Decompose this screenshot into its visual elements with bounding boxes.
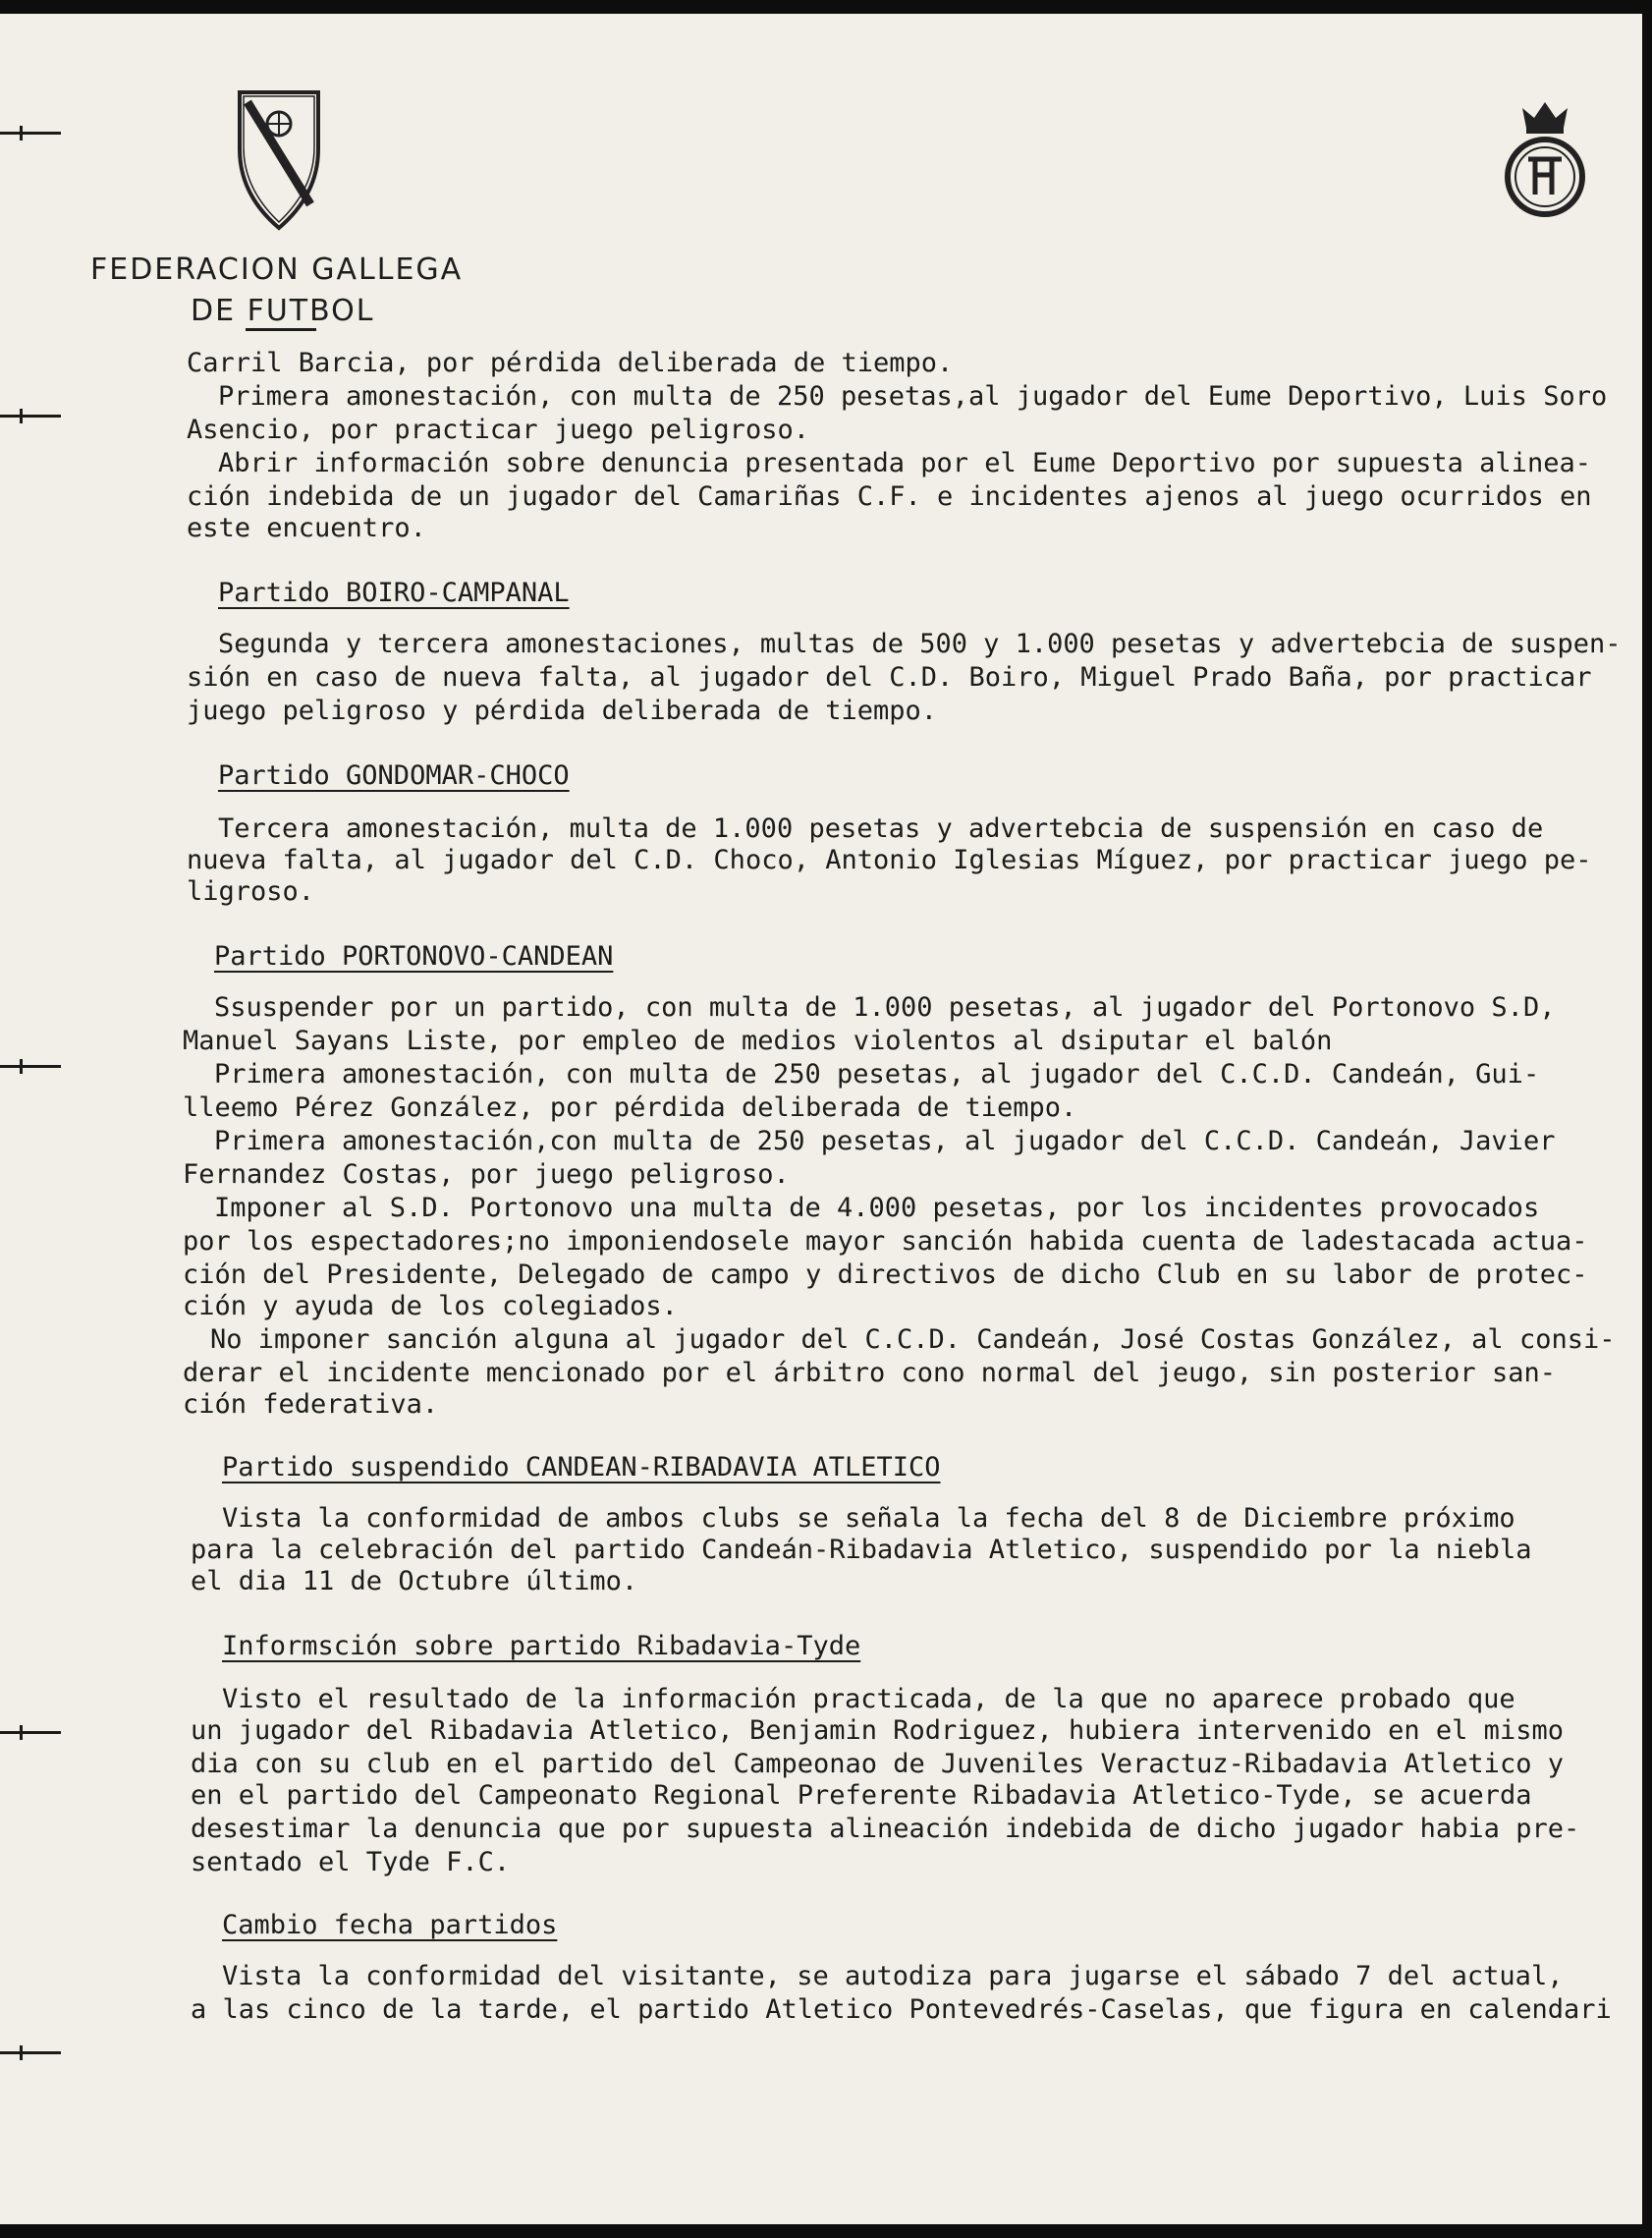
text-line: No imponer sanción alguna al jugador del C.C.D. Candeán, José Costas González, al consi-	[210, 1324, 1616, 1355]
text-line: derar el incidente mencionado por el árbitro cono normal del jeugo, sin posterior san-	[183, 1358, 1556, 1388]
text-line: ción y ayuda de los colegiados.	[183, 1291, 678, 1321]
text-line: ción del Presidente, Delegado de campo y directivos de dicho Club en su labor de protec-	[183, 1259, 1588, 1290]
text-line: Fernandez Costas, por juego peligroso.	[183, 1159, 790, 1190]
section-heading: Informsción sobre partido Ribadavia-Tyde	[222, 1631, 861, 1661]
text-line: Vista la conformidad de ambos clubs se señala la fecha del 8 de Diciembre próximo	[222, 1503, 1515, 1534]
section-heading: Partido PORTONOVO-CANDEAN	[214, 941, 614, 972]
text-line: sentado el Tyde F.C.	[191, 1847, 511, 1877]
document-body	[0, 14, 1642, 2224]
text-line: Primera amonestación, con multa de 250 pesetas,al jugador del Eume Deportivo, Luis Soro	[218, 381, 1608, 412]
text-line: Asencio, por practicar juego peligroso.	[187, 415, 809, 445]
text-line: el dia 11 de Octubre último.	[191, 1566, 638, 1596]
section-heading: Partido suspendido CANDEAN-RIBADAVIA ATLETICO	[222, 1452, 941, 1483]
text-line: Carril Barcia, por pérdida deliberada de tiempo.	[187, 348, 954, 378]
text-line: Primera amonestación, con multa de 250 pesetas, al jugador del C.C.D. Candeán, Gui-	[214, 1059, 1540, 1090]
text-line: ción indebida de un jugador del Camariñas C.F. e incidentes ajenos al juego ocurridos en	[187, 481, 1592, 512]
text-line: juego peligroso y pérdida deliberada de tiempo.	[187, 696, 938, 726]
federation-name-line2: DE FUTBOL	[191, 294, 375, 328]
text-line: Ssuspender por un partido, con multa de 1.000 pesetas, al jugador del Portonovo S.D,	[214, 992, 1556, 1023]
text-line: ligroso.	[187, 876, 315, 907]
text-line: Visto el resultado de la información practicada, de la que no aparece probado que	[222, 1684, 1515, 1714]
text-line: Abrir información sobre denuncia presentada por el Eume Deportivo por supuesta alinea-	[218, 448, 1591, 478]
text-line: Manuel Sayans Liste, por empleo de medios violentos al dsiputar el balón	[183, 1026, 1333, 1056]
text-line: sión en caso de nueva falta, al jugador del C.D. Boiro, Miguel Prado Baña, por practicar	[187, 662, 1592, 693]
section-heading: Partido BOIRO-CAMPANAL	[218, 578, 570, 608]
text-line: para la celebración del partido Candeán-Ribadavia Atletico, suspendido por la niebla	[191, 1535, 1532, 1565]
text-line: ción federativa.	[183, 1389, 439, 1420]
text-line: Imponer al S.D. Portonovo una multa de 4.000 pesetas, por los incidentes provocados	[214, 1193, 1540, 1223]
text-line: nueva falta, al jugador del C.D. Choco, Antonio Iglesias Míguez, por practicar juego pe-	[187, 845, 1592, 875]
text-line: a las cinco de la tarde, el partido Atletico Pontevedrés-Caselas, que figura en calendari	[191, 1994, 1612, 2025]
federation-name-line1: FEDERACION GALLEGA	[90, 252, 464, 287]
text-line: lleemo Pérez González, por pérdida deliberada de tiempo.	[183, 1092, 1077, 1123]
text-line: desestimar la denuncia que por supuesta alineación indebida de dicho jugador habia pre-	[191, 1814, 1580, 1844]
text-line: Primera amonestación,con multa de 250 pesetas, al jugador del C.C.D. Candeán, Javier	[214, 1126, 1556, 1156]
section-heading: Partido GONDOMAR-CHOCO	[218, 760, 570, 791]
section-heading: Cambio fecha partidos	[222, 1910, 558, 1940]
text-line: en el partido del Campeonato Regional Preferente Ribadavia Atletico-Tyde, se acuerda	[191, 1780, 1532, 1811]
text-line: dia con su club en el partido del Campeonao de Juveniles Veractuz-Ribadavia Atletico y	[191, 1749, 1564, 1779]
text-line: Segunda y tercera amonestaciones, multas de 500 y 1.000 pesetas y advertebcia de suspen-	[218, 629, 1622, 659]
text-line: un jugador del Ribadavia Atletico, Benjamin Rodriguez, hubiera intervenido en el mismo	[191, 1715, 1564, 1746]
text-line: este encuentro.	[187, 513, 426, 543]
document-page	[0, 14, 1642, 2224]
text-line: Tercera amonestación, multa de 1.000 pesetas y advertebcia de suspensión en caso de	[218, 813, 1544, 844]
text-line: Vista la conformidad del visitante, se autodiza para jugarse el sábado 7 del actual,	[222, 1961, 1564, 1991]
text-line: por los espectadores;no imponiendosele mayor sanción habida cuenta de ladestacada actua-	[183, 1226, 1588, 1257]
